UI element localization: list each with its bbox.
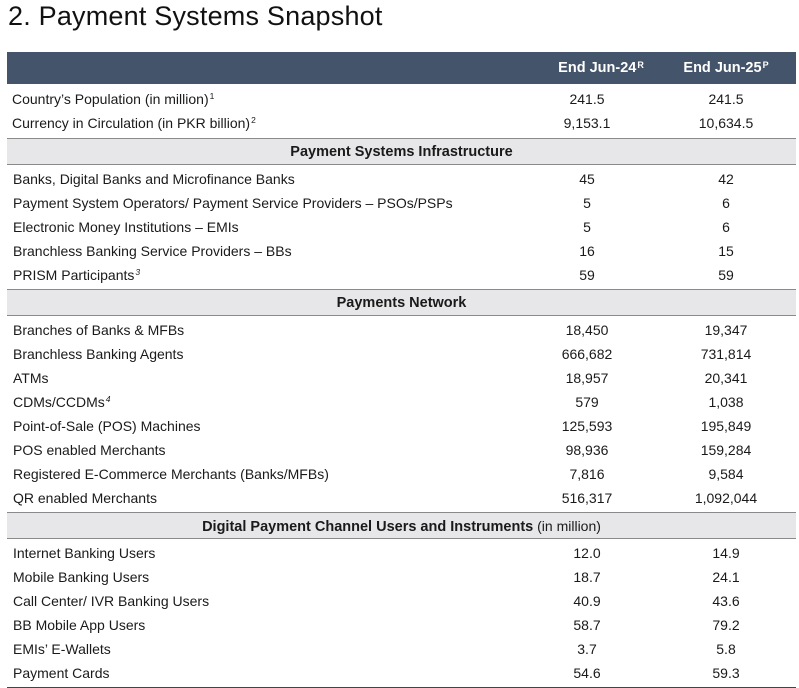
section-header [7,512,796,539]
table-row [7,589,796,613]
table-row [7,191,796,215]
value-jun-25: 19,347 [704,322,748,338]
table-row [7,167,796,191]
row-label [13,661,109,685]
value-jun-24: 12.0 [573,545,601,561]
row-label [13,215,239,239]
value-jun-25: 14.9 [712,545,740,561]
value-jun-24: 9,153.1 [563,115,611,131]
row-label-text: Internet Banking Users [13,545,156,561]
row-label-text: CDMs/CCDMs [13,394,105,410]
value-jun-25: 1,092,044 [694,490,758,506]
table-row [7,215,796,239]
value-jun-25: 43.6 [712,593,740,609]
table-row [7,239,796,263]
row-label [13,637,111,661]
table-row [7,318,796,342]
value-jun-25: 59 [718,267,734,283]
column-header-jun-25-sup: P [762,60,769,70]
row-label-text: Mobile Banking Users [13,569,150,585]
value-jun-25: 5.8 [716,641,736,657]
value-jun-24: 16 [579,243,595,259]
row-label [13,589,209,613]
column-header-jun-24 [526,52,676,84]
footnote-marker: 3 [135,267,141,277]
table-row [7,414,796,438]
row-label [13,318,184,342]
value-jun-24: 7,816 [569,466,605,482]
table-row [7,541,796,565]
value-jun-25: 42 [718,171,734,187]
value-jun-24: 516,317 [561,490,613,506]
value-jun-25: 59.3 [712,665,740,681]
section-subtitle: (in million) [533,518,601,534]
column-header-jun-25-label: End Jun-25 [683,60,762,76]
row-label [13,438,166,462]
column-header-jun-24-sup: R [637,60,644,70]
row-label [13,462,329,486]
section-title: Payments Network [336,295,467,311]
value-jun-25: 6 [722,195,730,211]
row-label-text: BB Mobile App Users [13,617,146,633]
intro-rows [7,87,796,135]
value-jun-24: 54.6 [573,665,601,681]
value-jun-25: 241.5 [708,91,744,107]
value-jun-24: 579 [575,394,599,410]
value-jun-24: 666,682 [561,346,613,362]
section-rows [7,165,796,287]
row-label-text: Electronic Money Institutions – EMIs [13,219,239,235]
table-header [7,52,796,84]
value-jun-24: 58.7 [573,617,601,633]
section-rows [7,539,796,685]
table-row [7,263,796,287]
section-title: Digital Payment Channel Users and Instruments [202,519,534,535]
row-label [13,342,183,366]
row-label [13,613,145,637]
row-label-text: Payment Cards [13,665,110,681]
row-label [12,87,214,111]
value-jun-24: 18.7 [573,569,601,585]
table-row [7,661,796,685]
value-jun-24: 125,593 [561,418,613,434]
row-label-text: Point-of-Sale (POS) Machines [13,418,201,434]
row-label [13,366,49,390]
row-label-text: QR enabled Merchants [13,490,157,506]
value-jun-25: 1,038 [708,394,744,410]
value-jun-25: 195,849 [700,418,752,434]
row-label [13,565,149,589]
row-label [13,239,292,263]
value-jun-24: 18,450 [565,322,609,338]
row-label [13,486,157,510]
value-jun-25: 6 [722,219,730,235]
page-title: 2. Payment Systems Snapshot [8,1,383,31]
value-jun-24: 3.7 [577,641,597,657]
value-jun-24: 241.5 [569,91,605,107]
table-row [7,87,796,111]
row-label [13,191,453,215]
section-title: Payment Systems Infrastructure [290,144,513,160]
footnote-marker: 4 [105,394,111,404]
row-label-text: Banks, Digital Banks and Microfinance Banks [13,171,295,187]
row-label-text: Call Center/ IVR Banking Users [13,593,210,609]
section-header [7,289,796,316]
table-sections [7,138,796,685]
row-label-text: Branchless Banking Agents [13,346,184,362]
table-row [7,390,796,414]
value-jun-25: 20,341 [704,370,748,386]
row-label-text: ATMs [13,370,49,386]
value-jun-25: 159,284 [700,442,752,458]
value-jun-25: 731,814 [700,346,752,362]
table-row [7,438,796,462]
value-jun-25: 15 [718,243,734,259]
row-label [13,167,295,191]
column-header-jun-24-label: End Jun-24 [558,60,637,76]
row-label [13,390,111,414]
row-label-text: Branches of Banks & MFBs [13,322,185,338]
value-jun-24: 18,957 [565,370,609,386]
value-jun-24: 40.9 [573,593,601,609]
table-row [7,111,796,135]
value-jun-25: 10,634.5 [698,115,754,131]
row-label-text: Payment System Operators/ Payment Service Providers – PSOs/PSPs [13,195,453,211]
value-jun-25: 9,584 [708,466,744,482]
value-jun-24: 5 [583,195,591,211]
row-label-text: EMIs’ E-Wallets [13,641,111,657]
section-header [7,138,796,165]
value-jun-24: 98,936 [565,442,609,458]
value-jun-25: 79.2 [712,617,740,633]
row-label-text: Country’s Population (in million) [12,91,209,107]
row-label-text: POS enabled Merchants [13,442,166,458]
row-label [13,541,155,565]
row-label-text: Currency in Circulation (in PKR billion) [12,115,251,131]
value-jun-24: 5 [583,219,591,235]
value-jun-25: 24.1 [712,569,740,585]
footnote-marker: 2 [251,115,256,125]
row-label-text: Branchless Banking Service Providers – BBs [13,243,292,259]
value-jun-24: 45 [579,171,595,187]
table-row [7,462,796,486]
row-label-text: PRISM Participants [13,267,135,283]
table-row [7,486,796,510]
section-rows [7,316,796,510]
payment-systems-table [7,52,796,688]
value-jun-24: 59 [579,267,595,283]
row-label-text: Registered E-Commerce Merchants (Banks/MFBs) [13,466,329,482]
row-label [12,111,256,135]
row-label [13,414,201,438]
table-row [7,637,796,661]
table-row [7,342,796,366]
table-row [7,613,796,637]
row-label [13,263,140,287]
table-row [7,366,796,390]
column-header-jun-25 [656,52,796,84]
footnote-marker: 1 [209,91,215,101]
table-row [7,565,796,589]
